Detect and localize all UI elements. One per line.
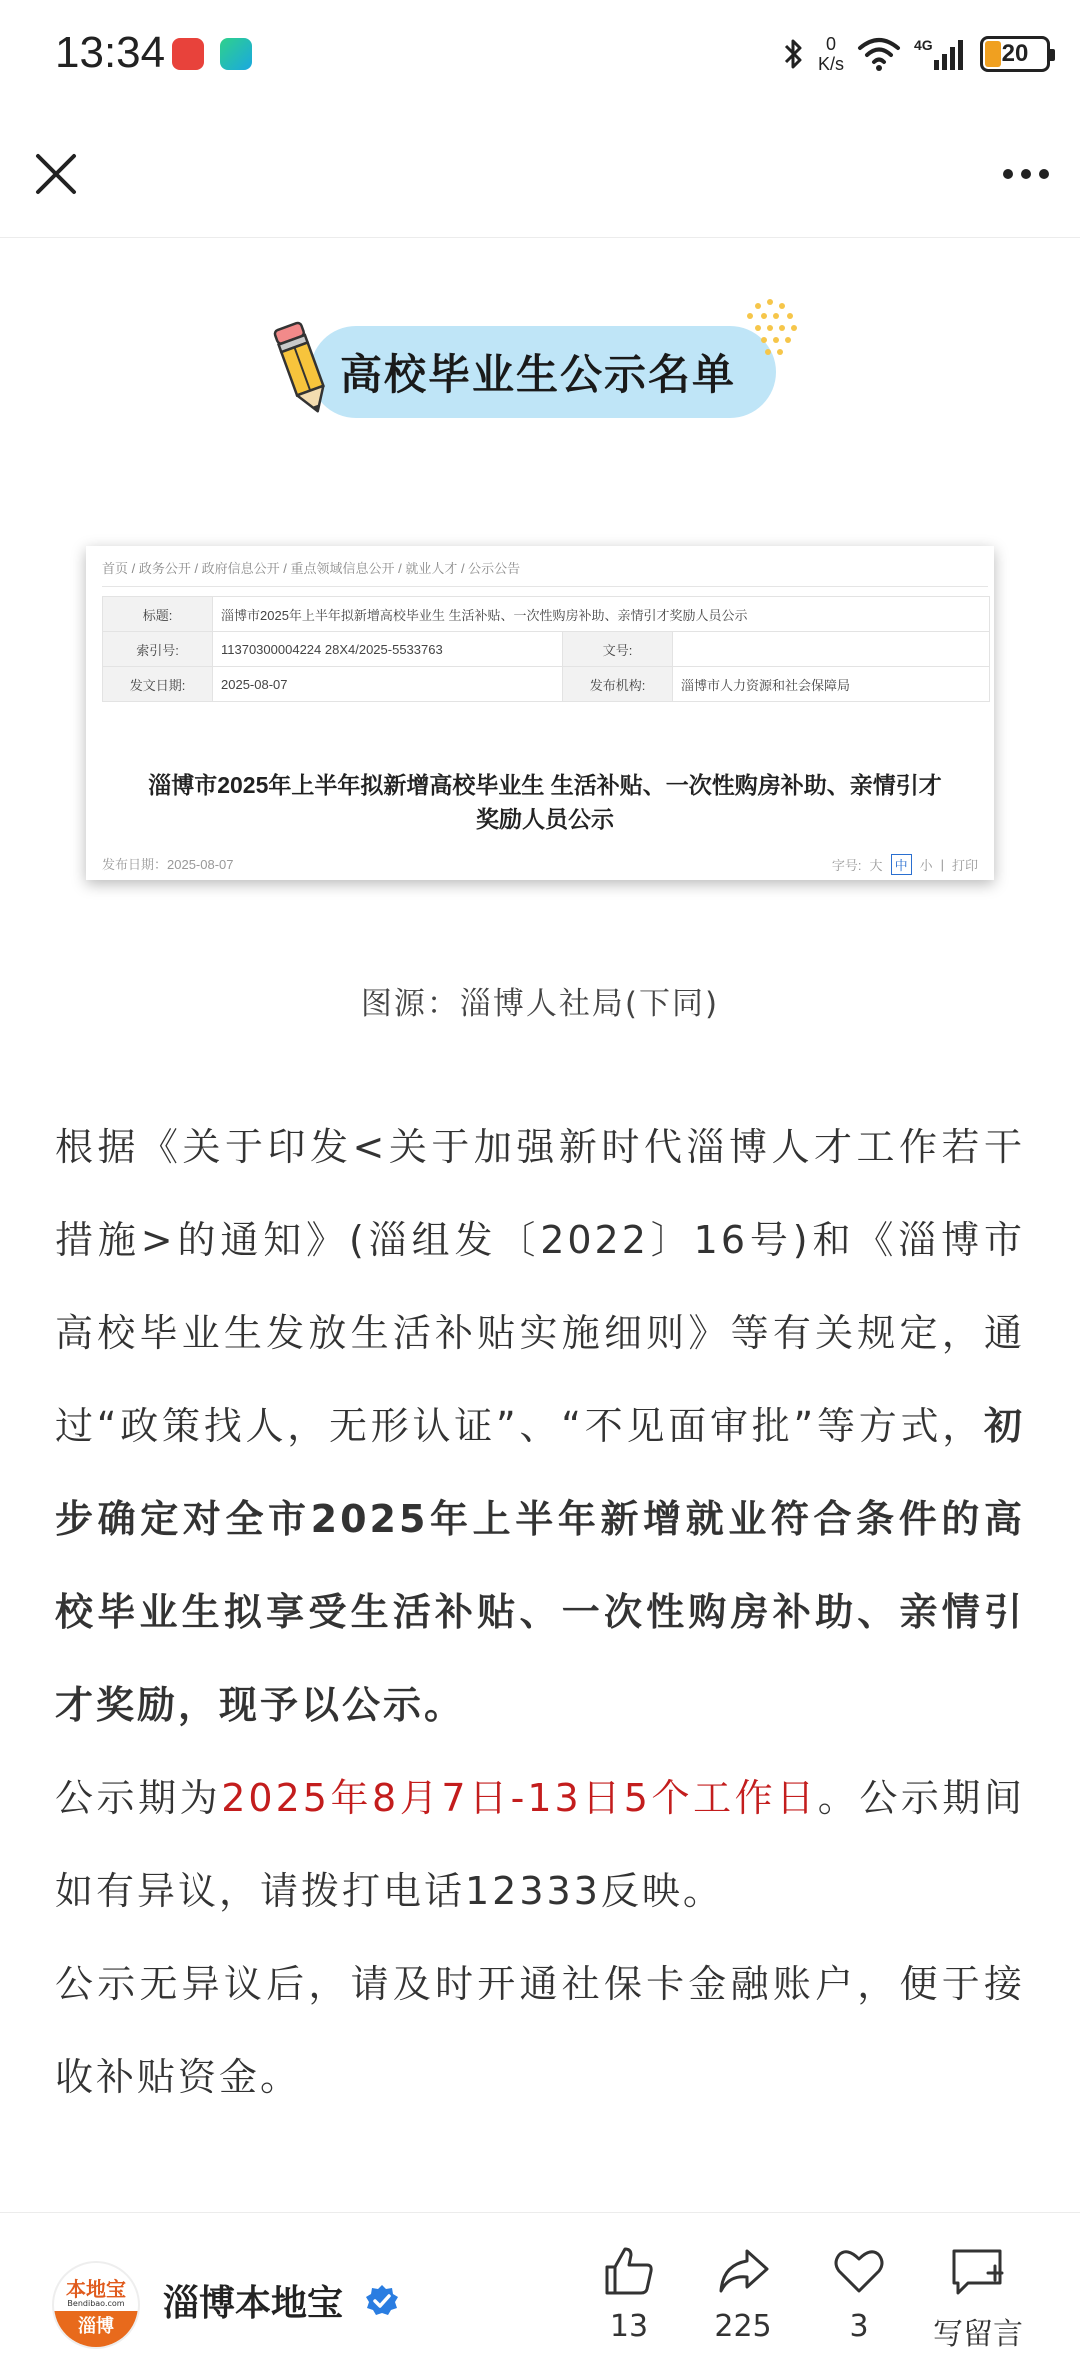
write-comment-button[interactable] (918, 2243, 1038, 2363)
share-button[interactable] (688, 2243, 798, 2363)
avatar-logo-text: 本地宝 (66, 2277, 126, 2301)
table-row (103, 597, 990, 632)
battery-icon (980, 36, 1050, 72)
separator: | (940, 857, 944, 872)
notification-app-icon (172, 38, 204, 70)
svg-text:4G: 4G (914, 37, 933, 53)
status-icons (782, 26, 1050, 82)
banner-title: 高校毕业生公示名单 (340, 350, 737, 399)
like-count: 13 (609, 2309, 649, 2344)
doc-docno-label: 文号: (563, 632, 673, 667)
article-body (55, 1101, 1025, 2124)
doc-docno-value (673, 632, 990, 667)
heart-icon (831, 2243, 887, 2299)
wifi-icon (856, 36, 902, 72)
doc-date-label: 发文日期: (103, 667, 213, 702)
font-large-option: 大 (869, 858, 883, 873)
paragraph-text: 公示期为 (55, 1776, 222, 1820)
signal-icon (914, 36, 968, 72)
author-name[interactable]: 淄博本地宝 (163, 2283, 344, 2324)
share-icon (715, 2243, 771, 2299)
avatar[interactable] (52, 2261, 140, 2349)
doc-divider (102, 586, 988, 587)
article-paragraph-2 (55, 1752, 1025, 1938)
favorite-button[interactable] (804, 2243, 914, 2363)
font-mid-option: 中 (891, 854, 912, 875)
paragraph-text: 。公示期间如有异议，请拨打电话12333反映。 (55, 1776, 1025, 1913)
favorite-count: 3 (849, 2309, 869, 2344)
table-row (103, 632, 990, 667)
article-paragraph-1 (55, 1101, 1025, 1752)
paragraph-text: 根据《关于印发<关于加强新时代淄博人才工作若干措施>的通知》(淄组发〔2022〕16号)和《淄博市高校毕业生发放生活补贴实施细则》等有关规定，通过“政策找人，无形认证”、“不见面审批”等方式， (55, 1125, 1025, 1448)
doc-heading (106, 768, 984, 836)
thumbs-up-icon (601, 2243, 657, 2299)
doc-font-size-controls (832, 854, 978, 875)
image-caption: 图源：淄博人社局(下同) (360, 986, 720, 1022)
doc-heading-line1: 淄博市2025年上半年拟新增高校毕业生 生活补贴、一次性购房补助、亲情引才 (148, 772, 942, 798)
doc-date-value: 2025-08-07 (213, 667, 563, 702)
comment-label: 写留言 (933, 2317, 1023, 2352)
more-icon[interactable] (994, 142, 1058, 206)
bottom-action-bar (0, 2212, 1080, 2375)
status-time: 13:34 (55, 28, 166, 77)
bluetooth-icon (782, 36, 806, 72)
close-icon[interactable] (24, 142, 88, 206)
table-row (103, 667, 990, 702)
font-small-option: 小 (919, 858, 933, 873)
share-count: 225 (714, 2309, 772, 2344)
doc-index-value: 11370300004224 28X4/2025-5533763 (213, 632, 563, 667)
document-screenshot[interactable] (86, 546, 994, 880)
font-size-label: 字号: (831, 858, 862, 873)
doc-title-value: 淄博市2025年上半年拟新增高校毕业生 生活补贴、一次性购房补助、亲情引才奖励人员公示 (213, 597, 990, 632)
iqiyi-app-icon (220, 38, 252, 70)
net-speed-unit: K/s (817, 54, 844, 74)
doc-title-label: 标题: (103, 597, 213, 632)
top-nav (0, 110, 1080, 238)
verified-icon (364, 2283, 400, 2319)
doc-org-value: 淄博市人力资源和社会保障局 (673, 667, 990, 702)
net-speed-value: 0 (825, 34, 836, 54)
status-bar (0, 0, 1080, 110)
article-banner (270, 318, 810, 418)
comment-add-icon (948, 2243, 1008, 2299)
avatar-logo-subtext: Bendibao.com (67, 2299, 125, 2308)
like-button[interactable] (574, 2243, 684, 2363)
avatar-city-text: 淄博 (54, 2311, 138, 2347)
dots-decoration-icon (730, 292, 810, 372)
paragraph-bold-text: 初步确定对全市2025年上半年新增就业符合条件的高校毕业生拟享受生活补贴、一次性购房补助、亲情引才奖励，现予以公示。 (55, 1404, 1025, 1727)
doc-heading-line2: 奖励人员公示 (476, 806, 614, 832)
highlight-period-text: 2025年8月7日-13日5个工作日 (221, 1776, 818, 1820)
battery-level: 20 (1001, 40, 1029, 67)
net-speed (818, 34, 844, 74)
doc-breadcrumb: 首页 / 政务公开 / 政府信息公开 / 重点领域信息公开 / 就业人才 / 公示公告 (102, 561, 521, 576)
doc-pub-date: 发布日期：2025-08-07 (102, 857, 234, 872)
print-option: 打印 (951, 858, 978, 873)
doc-index-label: 索引号: (103, 632, 213, 667)
doc-info-table (102, 596, 990, 702)
article-paragraph-3: 公示无异议后，请及时开通社保卡金融账户，便于接收补贴资金。 (55, 1962, 1025, 2099)
pencil-icon (270, 318, 334, 418)
doc-org-label: 发布机构: (563, 667, 673, 702)
